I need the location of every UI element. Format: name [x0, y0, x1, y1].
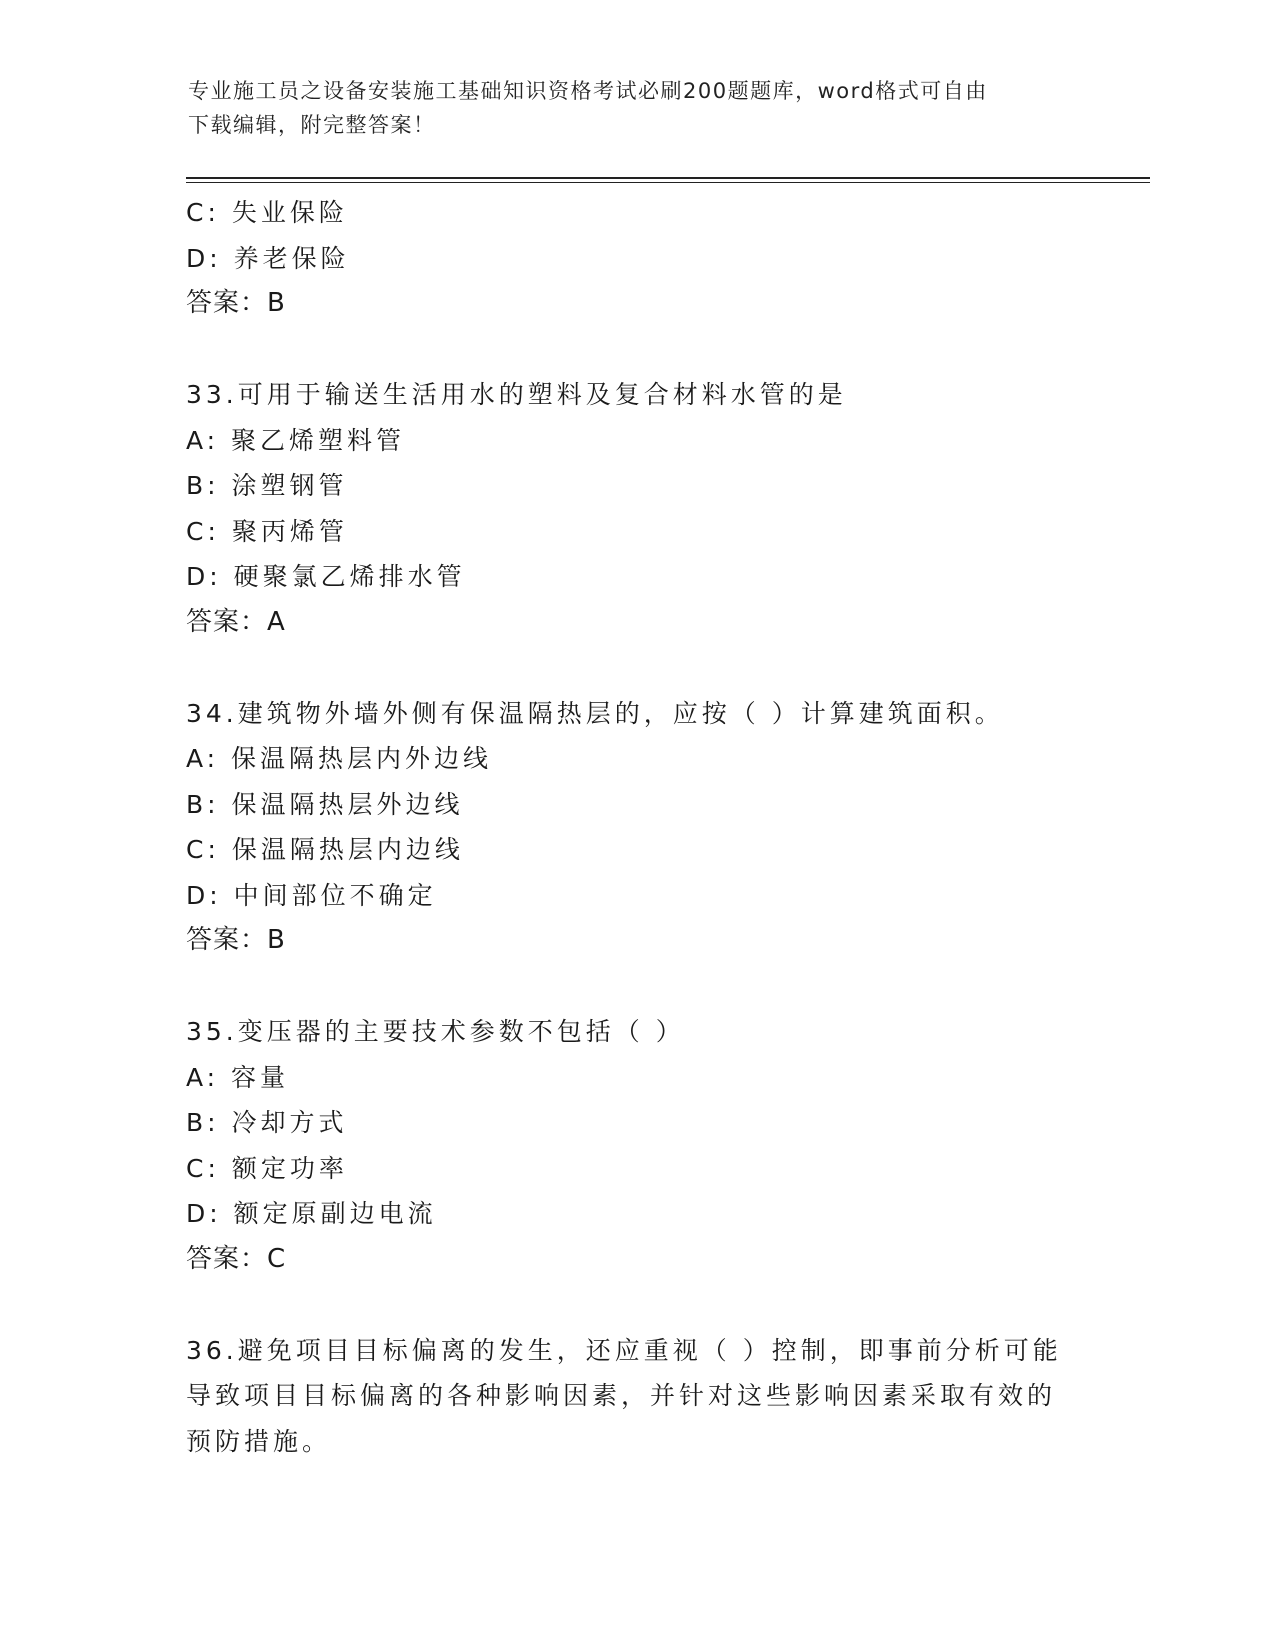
- spacer: [186, 645, 1086, 691]
- answer-line: [186, 918, 1086, 964]
- answer-label: 答案：: [186, 925, 268, 955]
- option-c: [186, 827, 1086, 873]
- option-b: [186, 782, 1086, 828]
- answer-line: [186, 600, 1086, 646]
- spacer: [186, 1282, 1086, 1328]
- option-label: D:: [186, 1199, 222, 1228]
- option-label: B:: [186, 1108, 220, 1137]
- option-label: A:: [186, 425, 220, 455]
- option-label: B:: [186, 789, 220, 819]
- question-number: 36.: [186, 1335, 238, 1365]
- option-label: D:: [186, 562, 222, 591]
- option-label: A:: [186, 1062, 220, 1092]
- option-label: C:: [186, 198, 220, 227]
- question-34: [186, 691, 1086, 737]
- option-d: [186, 1191, 1086, 1237]
- option-text: 额定原副边电流: [233, 1199, 437, 1228]
- option-text: 养老保险: [233, 243, 350, 273]
- header-title-line1: 专业施工员之设备安装施工基础知识资格考试必刷200题题库，word格式可自由: [188, 79, 988, 103]
- question-35: [186, 1009, 1086, 1055]
- option-text: 保温隔热层内边线: [231, 835, 464, 864]
- option-c: [186, 1146, 1086, 1192]
- header-rule-thin: [186, 182, 1150, 183]
- option-text: 保温隔热层外边线: [231, 789, 464, 819]
- option-label: D:: [186, 243, 222, 273]
- option-d: [186, 236, 1086, 282]
- option-text: 保温隔热层内外边线: [231, 744, 493, 773]
- option-b: [186, 463, 1086, 509]
- question-number: 34.: [186, 698, 238, 728]
- option-text: 额定功率: [231, 1153, 348, 1183]
- option-b: [186, 1100, 1086, 1146]
- spacer: [186, 327, 1086, 373]
- option-label: C:: [186, 1153, 220, 1183]
- option-a: [186, 736, 1086, 782]
- option-a: [186, 1055, 1086, 1101]
- question-text: 可用于输送生活用水的塑料及复合材料水管的是: [237, 380, 847, 409]
- document-header: [188, 74, 1068, 142]
- question-number: 33.: [186, 380, 238, 409]
- question-text: 建筑物外墙外侧有保温隔热层的，应按（ ）计算建筑面积。: [237, 698, 1004, 728]
- option-a: [186, 418, 1086, 464]
- option-text: 失业保险: [231, 198, 348, 227]
- option-d: [186, 873, 1086, 919]
- question-text: 变压器的主要技术参数不包括（ ）: [237, 1017, 685, 1046]
- option-label: C:: [186, 835, 220, 864]
- option-text: 聚乙烯塑料管: [231, 425, 406, 455]
- option-text: 涂塑钢管: [231, 471, 348, 500]
- answer-value: B: [267, 288, 286, 318]
- answer-label: 答案：: [186, 1243, 268, 1274]
- option-c: [186, 509, 1086, 555]
- option-text: 中间部位不确定: [233, 880, 437, 910]
- answer-line: [186, 281, 1086, 327]
- option-label: C:: [186, 516, 220, 546]
- answer-value: C: [267, 1243, 287, 1274]
- answer-label: 答案：: [186, 288, 268, 318]
- option-text: 聚丙烯管: [231, 516, 348, 546]
- answer-value: A: [267, 606, 286, 637]
- answer-label: 答案：: [186, 606, 268, 637]
- question-36: [186, 1328, 1086, 1374]
- option-label: A:: [186, 744, 220, 773]
- question-number: 35.: [186, 1017, 238, 1046]
- question-33: [186, 372, 1086, 418]
- option-text: 容量: [231, 1062, 290, 1092]
- question-text-line3: 预防措施。: [186, 1426, 332, 1456]
- option-text: 冷却方式: [231, 1108, 348, 1137]
- spacer: [186, 964, 1086, 1010]
- question-text-line2: 导致项目目标偏离的各种影响因素，并针对这些影响因素采取有效的: [186, 1381, 1057, 1410]
- answer-value: B: [267, 925, 286, 955]
- question-list: [186, 190, 1086, 1464]
- option-label: D:: [186, 880, 222, 910]
- header-rule-thick: [186, 177, 1150, 179]
- option-text: 硬聚氯乙烯排水管: [233, 562, 466, 591]
- option-d: [186, 554, 1086, 600]
- header-title-line2: 下载编辑，附完整答案！: [188, 113, 436, 137]
- answer-line: [186, 1237, 1086, 1283]
- option-label: B:: [186, 471, 220, 500]
- option-c: [186, 190, 1086, 236]
- question-text-line1: 避免项目目标偏离的发生，还应重视（ ）控制，即事前分析可能: [237, 1335, 1062, 1365]
